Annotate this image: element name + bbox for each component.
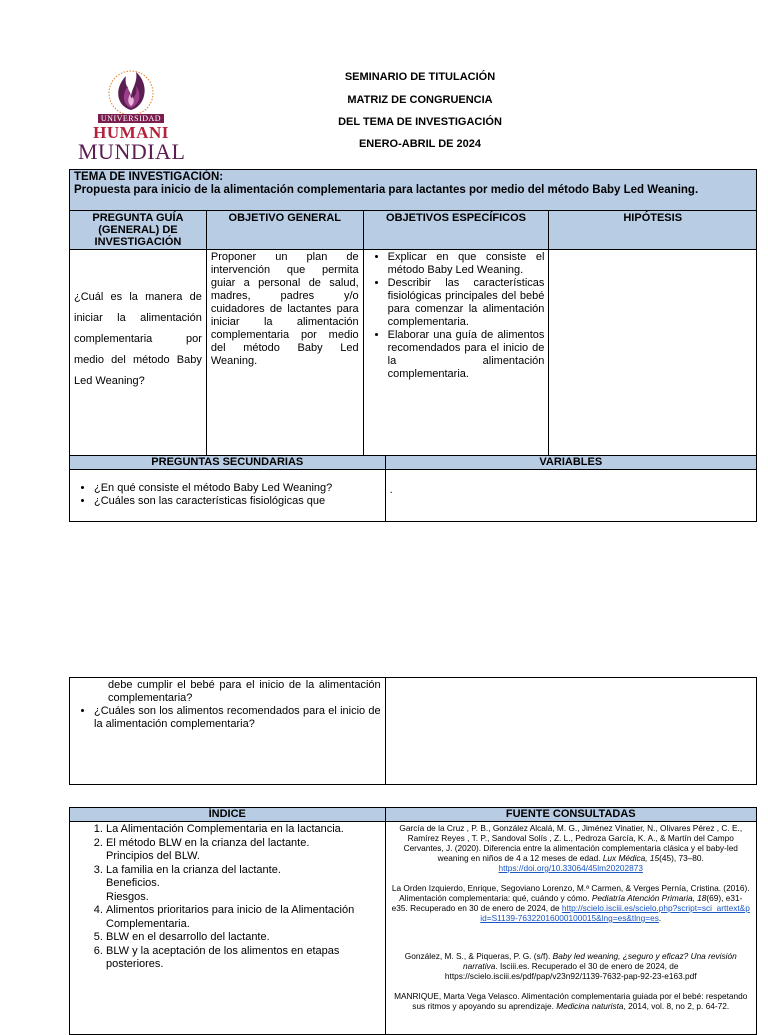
header-line-4: ENERO-ABRIL DE 2024 xyxy=(358,138,482,150)
variables-continued-cell xyxy=(385,678,756,785)
index-item: 2. El método BLW en la crianza del lactante. Principios del BLW. xyxy=(106,837,381,864)
logo-line-humani: HUMANI xyxy=(93,123,169,142)
objetivos-especificos-cell xyxy=(363,250,549,468)
secondary-question-item: • ¿Cuáles son los alimentos recomendados para el inicio de la alimentación complementaria? xyxy=(94,705,381,731)
header-line-2: MATRIZ DE CONGRUENCIA xyxy=(347,94,493,106)
reference-4: MANRIQUE, Marta Vega Velasco. Alimentación complementaria guiada por el bebé: respetando sus ritmos y apoyando su aprendizaje. Medicina naturista, 2014, vol. 8, no 2, p. 64-72. xyxy=(394,991,748,1011)
reference-1-link[interactable]: https://doi.org/10.33064/45lm20202873 xyxy=(498,863,643,873)
index-item: 1. La Alimentación Complementaria en la lactancia. xyxy=(106,823,381,837)
congruence-matrix-table xyxy=(69,169,757,468)
objetivo-especifico-item: • Explicar en que consiste el método Baby Led Weaning. xyxy=(388,251,545,277)
pregunta-guia-cell: ¿Cuál es la manera de iniciar la alimentación complementaria por medio del método Baby Led Weaning? xyxy=(70,250,207,468)
header-hipotesis: HIPÓTESIS xyxy=(549,211,757,250)
index-item: 3. La familia en la crianza del lactante. Beneficios. Riesgos. xyxy=(106,864,381,905)
logo-line-universidad: UNIVERSIDAD xyxy=(98,114,164,123)
secondary-questions-continued-cell xyxy=(70,678,386,785)
header-indice: ÍNDICE xyxy=(70,808,386,822)
objetivo-especifico-item: • Elaborar una guía de alimentos recomendados para el inicio de la alimentación complementaria. xyxy=(388,329,545,381)
secondary-questions-continued-table xyxy=(69,677,757,785)
index-item: 6. BLW y la aceptación de los alimentos en etapas posteriores. xyxy=(106,945,381,972)
reference-3: González, M. S., & Piqueras, P. G. (s/f). Baby led weaning, ¿seguro y eficaz? Una revisión narrativa. Isciii.es. Recuperado el 30 de enero de 2024, de https://scielo.isciii.es/pdf/pap/v23n92/1139-7632-pap-92-23-e163.pdf xyxy=(404,951,737,981)
university-logo xyxy=(78,66,184,162)
index-sources-table xyxy=(69,807,757,1035)
hipotesis-cell xyxy=(549,250,757,468)
header-fuentes: FUENTE CONSULTADAS xyxy=(385,808,757,822)
index-subitem: Beneficios. xyxy=(106,877,160,889)
sources-cell xyxy=(385,822,757,1035)
header-preguntas-secundarias: PREGUNTAS SECUNDARIAS xyxy=(70,456,386,470)
secondary-question-item: • ¿Cuáles son las características fisiológicas que xyxy=(94,495,381,508)
reference-1: García de la Cruz , P. B., González Alcalá, M. G., Jiménez Vinatier, N., Olivares Pérez , C. E., Ramírez Reyes , T. P., Sandoval Solís , Z. L., Pedroza García, K. A., & Martín del Campo Cervantes, J. (2020). Diferencia entre la alimentación complementaria clásica y el baby-led weaning en niños de 4 a 12 meses de edad. Lux Médica, 15(45), 73–80. https://doi.org/10.33064/45lm20202873 xyxy=(399,823,743,873)
logo-line-mundial: MUNDIAL xyxy=(78,139,186,164)
index-subitem: Principios del BLW. xyxy=(106,850,200,862)
index-item: 4. Alimentos prioritarios para inicio de la Alimentación Complementaria. xyxy=(106,904,381,931)
index-cell xyxy=(70,822,386,1035)
secondary-question-continuation: debe cumplir el bebé para el inicio de la alimentación complementaria? xyxy=(108,679,381,704)
reference-2: La Orden Izquierdo, Enrique, Segoviano Lorenzo, M.ª Carmen, & Verges Pernía, Cristina. (2016). Alimentación complementaria: qué, cuándo y cómo. Pediatría Atención Primaria, 18(69), e31-e35. Recuperado en 30 de enero de 2024, de http://scielo.isciii.es/scielo.php?script=sci_arttext&pid=S1139-76322016000100015&lng=es&tlng=es. xyxy=(391,883,750,923)
research-topic-label: TEMA DE INVESTIGACIÓN: xyxy=(74,171,224,183)
research-topic-cell xyxy=(70,170,757,211)
header-variables: VARIABLES xyxy=(385,456,756,470)
research-topic-title: Propuesta para inicio de la alimentación complementaria para lactantes por medio del método Baby Led Weaning. xyxy=(74,184,699,196)
header-line-3: DEL TEMA DE INVESTIGACIÓN xyxy=(338,116,502,128)
variables-cell: . xyxy=(385,470,756,522)
header-objetivo-general: OBJETIVO GENERAL xyxy=(206,211,363,250)
flame-emblem-icon xyxy=(78,66,184,116)
index-subitem: Riesgos. xyxy=(106,890,149,903)
reference-2-link[interactable]: http://scielo.isciii.es/scielo.php?script=sci_arttext&pid=S1139-76322016000100015&lng=es&tlng=es xyxy=(480,903,750,923)
secondary-questions-table xyxy=(69,455,757,522)
secondary-question-item: • ¿En qué consiste el método Baby Led Weaning? xyxy=(94,482,381,495)
objetivo-especifico-item: • Describir las características fisiológicas principales del bebé para comenzar la alimentación complementaria. xyxy=(388,277,545,329)
index-item: 5. BLW en el desarrollo del lactante. xyxy=(106,931,381,945)
secondary-questions-cell xyxy=(70,470,386,522)
objetivo-general-cell: Proponer un plan de intervención que permita guiar a personal de salud, madres, padres y/o cuidadores de lactantes para iniciar la alimentación complementaria por medio del método Baby Led Weaning. xyxy=(206,250,363,468)
header-line-1: SEMINARIO DE TITULACIÓN xyxy=(344,71,496,83)
header-pregunta-guia: PREGUNTA GUÍA (GENERAL) DE INVESTIGACIÓN xyxy=(70,211,207,250)
header-objetivos-especificos: OBJETIVOS ESPECÍFICOS xyxy=(363,211,549,250)
